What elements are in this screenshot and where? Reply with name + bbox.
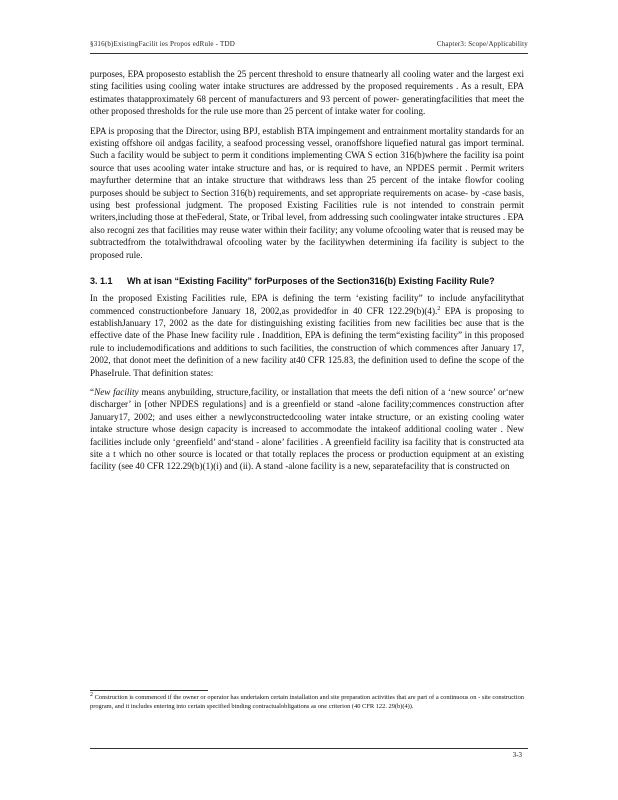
paragraph-1: purposes, EPA proposesto establish the 25 percent threshold to ensure thatnearly all cooling water and the largest exi sting facilities using cooling water intake structures are addressed by the proposed requirements . As a result, EPA estimates thatapproximately 68 percent of manufacturers and 93 percent of power- generatingfacilities that meet the other proposed thresholds for the rule use more than 25 percent of intake water for cooling. [90,69,524,117]
footnote-mark: 2 [90,691,93,698]
paragraph-2: EPA is proposing that the Director, using BPJ, establish BTA impingement and entrainment mortality standards for an existing offshore oil andgas facility, a seafood processing vessel, oranoffshore liquefied natural gas import terminal. Such a facility would be subject to perm it conditions implementing CWA S ection 316(b)where the facility isa point source that uses acooling water intake structure and has, or is required to have, an NPDES permit . Permit writers mayfurther determine that an intake structure that withdraws less than 25 percent of the intake flowfor cooling purposes should be subject to Section 316(b) requirements, and set appropriate requirements on acase- by -case basis, using best professional judgment. The proposed Existing Facilities rule is not intended to constrain permit writers,including those at theFederal, State, or Tribal level, from addressing such coolingwater intake structures . EPA also recogni zes that facilities may reuse water within their facility; any volume ofcooling water that is reused may be subtractedfrom the totalwithdrawal ofcooling water by the facilitywhen determining ifa facility is subject to the proposed rule. [90,125,524,260]
section-number: 3. 1.1 [90,276,113,287]
defined-term: New facility [94,386,139,397]
paragraph-3-text: In the proposed Existing Facilities rule, EPA is defining the term ‘existing facility” to include anyfacilitythat commenced constructionbefore January 18, 2002,as providedfor in 40 CFR 122.29(b)(4). [90,293,524,316]
header-right: Chapter3: Scope/Applicability [436,40,528,48]
footnote-text: Construction is commenced if the owner or operator has undertaken certain installation and site preparation activities that are part of a continuous on - site construction program, and it includes entering into certain specified binding contractualobligations as one criterion (40 CFR 122. 29(b)(4)). [90,694,524,710]
quote-text: means anybuilding, structure,facility, or installation that meets the defi nition of a ‘new source’ or‘new discharger’ in [other NPDES regulations] and is a greenfield or stand -alone facility;commences construction after January17, 2002; and uses either a newlyconstructedcooling water intake structure, or an existing cooling water intake structure whose design capacity is increased to accommodate the intakeof additional cooling water . New facilities include only ‘greenfield’ and‘stand - alone’ facilities . A greenfield facility isa facility that is constructed ata site a t which no other source is located or that totally replaces the process or production equipment at an existing facility (see 40 CFR 122.29(b)(1)(i) and (ii). A stand -alone facility is a new, separatefacility that is constructed on [90,386,524,472]
footnote [90,691,524,711]
body-text [90,68,524,480]
paragraph-3 [90,292,524,379]
page-number: 3-3 [512,751,522,759]
quote-open: “ [90,386,95,397]
header-left: §316(b)ExistingFacilit ies Propos edRule - TDD [90,40,235,48]
section-title: Wh at isan “Existing Facility” forPurposes of the Section316(b) Existing Facility Rule? [127,276,495,287]
footnote-ref: 2 [437,305,441,312]
footer-rule [90,748,528,749]
section-heading [90,275,524,287]
paragraph-3-text-cont: EPA is proposing to establishJanuary 17, 2002 as the date for distinguishing existing facilities from new facilities bec ause that is the effective date of the Phase Inew facility rule . Inaddition, EPA is defining the term“existing facility” in this proposed rule to includemodifications and additions to such facilities, the construction of which commences after January 17, 2002, that donot meet the definition of a new facility at40 CFR 125.83, the definition used to define the scope of the PhaseIrule. That definition states: [90,305,524,378]
header-rule [90,53,528,54]
footnote-rule [90,690,208,691]
running-header [90,40,528,48]
definition-quote [90,386,524,473]
